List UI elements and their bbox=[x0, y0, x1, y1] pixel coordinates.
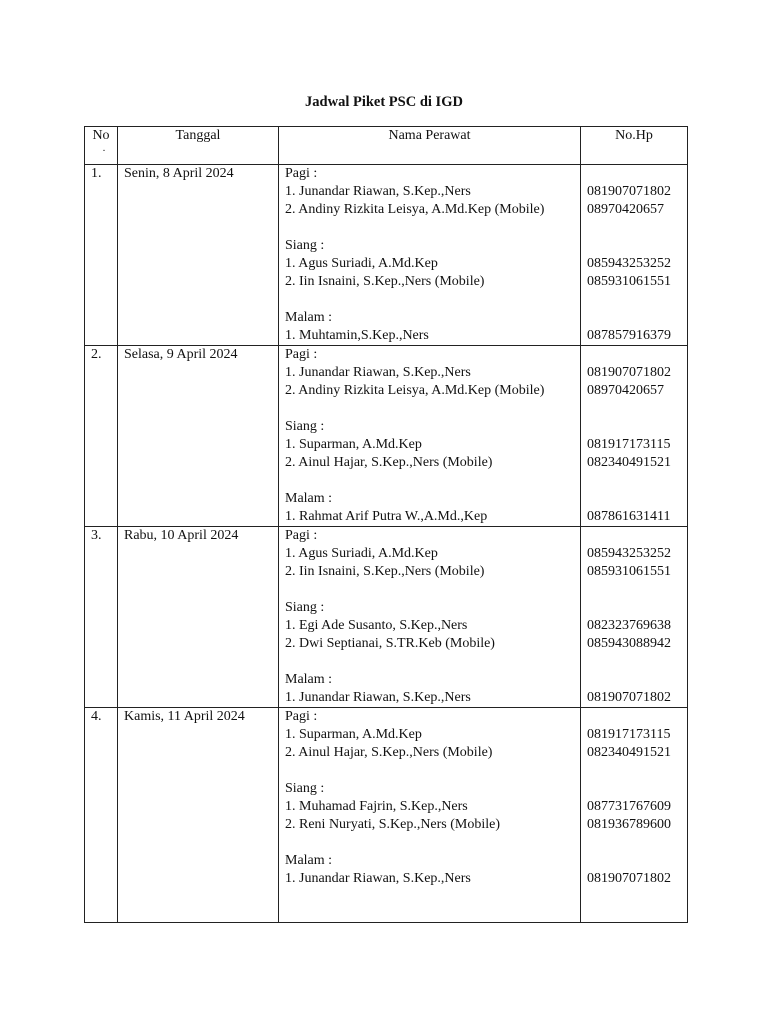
row-nurse-names bbox=[279, 708, 581, 923]
row-nurse-names bbox=[279, 346, 581, 527]
header-row bbox=[85, 127, 688, 165]
table-row bbox=[85, 708, 688, 923]
row-nurse-names bbox=[279, 165, 581, 346]
shift-label: Pagi : bbox=[285, 347, 318, 362]
table-row bbox=[85, 527, 688, 708]
nurse-name: 1. Junandar Riawan, S.Kep.,Ners bbox=[285, 184, 471, 199]
table-row bbox=[85, 346, 688, 527]
nurse-name: 1. Muhtamin,S.Kep.,Ners bbox=[285, 328, 429, 343]
nurse-name: 2. Iin Isnaini, S.Kep.,Ners (Mobile) bbox=[285, 564, 485, 579]
shift-label: Malam : bbox=[285, 491, 333, 506]
header-no-dot: . bbox=[102, 143, 106, 154]
nurse-name: 1. Muhamad Fajrin, S.Kep.,Ners bbox=[285, 799, 468, 814]
nurse-name: 2. Reni Nuryati, S.Kep.,Ners (Mobile) bbox=[285, 817, 501, 832]
phone-number: 081907071802 bbox=[587, 365, 671, 380]
header-no-label: No bbox=[92, 128, 110, 143]
phone-number: 087861631411 bbox=[587, 509, 671, 524]
shift-label: Pagi : bbox=[285, 166, 318, 181]
phone-number: 082323769638 bbox=[587, 618, 671, 633]
row-phone-numbers bbox=[581, 346, 688, 527]
table-row bbox=[85, 165, 688, 346]
nurse-name: 1. Suparman, A.Md.Kep bbox=[285, 437, 422, 452]
shift-label: Siang : bbox=[285, 600, 325, 615]
nurse-name: 1. Junandar Riawan, S.Kep.,Ners bbox=[285, 365, 471, 380]
row-phone-numbers bbox=[581, 708, 688, 923]
phone-number: 081907071802 bbox=[587, 184, 671, 199]
row-number: 3. bbox=[85, 527, 118, 708]
phone-number: 087731767609 bbox=[587, 799, 671, 814]
nurse-name: 2. Ainul Hajar, S.Kep.,Ners (Mobile) bbox=[285, 455, 493, 470]
phone-number: 085931061551 bbox=[587, 564, 671, 579]
nurse-name: 1. Agus Suriadi, A.Md.Kep bbox=[285, 546, 438, 561]
header-tanggal: Tanggal bbox=[118, 127, 279, 165]
header-no-hp: No.Hp bbox=[581, 127, 688, 165]
phone-number: 082340491521 bbox=[587, 455, 671, 470]
row-phone-numbers bbox=[581, 527, 688, 708]
shift-label: Malam : bbox=[285, 672, 333, 687]
shift-label: Malam : bbox=[285, 853, 333, 868]
nurse-name: 2. Ainul Hajar, S.Kep.,Ners (Mobile) bbox=[285, 745, 493, 760]
nurse-name: 1. Junandar Riawan, S.Kep.,Ners bbox=[285, 871, 471, 886]
shift-label: Pagi : bbox=[285, 528, 318, 543]
nurse-name: 1. Egi Ade Susanto, S.Kep.,Ners bbox=[285, 618, 468, 633]
nurse-name: 1. Suparman, A.Md.Kep bbox=[285, 727, 422, 742]
schedule-table bbox=[84, 126, 688, 923]
row-nurse-names bbox=[279, 527, 581, 708]
nurse-name: 2. Iin Isnaini, S.Kep.,Ners (Mobile) bbox=[285, 274, 485, 289]
header-no bbox=[85, 127, 118, 165]
phone-number: 082340491521 bbox=[587, 745, 671, 760]
row-phone-numbers bbox=[581, 165, 688, 346]
row-date: Selasa, 9 April 2024 bbox=[118, 346, 279, 527]
phone-number: 081936789600 bbox=[587, 817, 671, 832]
phone-number: 085943253252 bbox=[587, 256, 671, 271]
nurse-name: 2. Dwi Septianai, S.TR.Keb (Mobile) bbox=[285, 636, 495, 651]
shift-label: Siang : bbox=[285, 781, 325, 796]
schedule-body bbox=[85, 165, 688, 923]
nurse-name: 2. Andiny Rizkita Leisya, A.Md.Kep (Mobile) bbox=[285, 202, 545, 217]
phone-number: 08970420657 bbox=[587, 202, 664, 217]
phone-number: 085931061551 bbox=[587, 274, 671, 289]
shift-label: Malam : bbox=[285, 310, 333, 325]
shift-label: Siang : bbox=[285, 419, 325, 434]
row-number: 4. bbox=[85, 708, 118, 923]
shift-label: Siang : bbox=[285, 238, 325, 253]
phone-number: 081907071802 bbox=[587, 690, 671, 705]
phone-number: 081917173115 bbox=[587, 727, 671, 742]
row-number: 1. bbox=[85, 165, 118, 346]
row-date: Senin, 8 April 2024 bbox=[118, 165, 279, 346]
phone-number: 081907071802 bbox=[587, 871, 671, 886]
nurse-name: 1. Rahmat Arif Putra W.,A.Md.,Kep bbox=[285, 509, 488, 524]
shift-label: Pagi : bbox=[285, 709, 318, 724]
document-title: Jadwal Piket PSC di IGD bbox=[305, 94, 463, 110]
nurse-name: 2. Andiny Rizkita Leisya, A.Md.Kep (Mobile) bbox=[285, 383, 545, 398]
phone-number: 087857916379 bbox=[587, 328, 671, 343]
row-number: 2. bbox=[85, 346, 118, 527]
phone-number: 081917173115 bbox=[587, 437, 671, 452]
row-date: Kamis, 11 April 2024 bbox=[118, 708, 279, 923]
nurse-name: 1. Junandar Riawan, S.Kep.,Ners bbox=[285, 690, 471, 705]
phone-number: 08970420657 bbox=[587, 383, 664, 398]
phone-number: 085943088942 bbox=[587, 636, 671, 651]
row-date: Rabu, 10 April 2024 bbox=[118, 527, 279, 708]
nurse-name: 1. Agus Suriadi, A.Md.Kep bbox=[285, 256, 438, 271]
phone-number: 085943253252 bbox=[587, 546, 671, 561]
header-nama-perawat: Nama Perawat bbox=[279, 127, 581, 165]
